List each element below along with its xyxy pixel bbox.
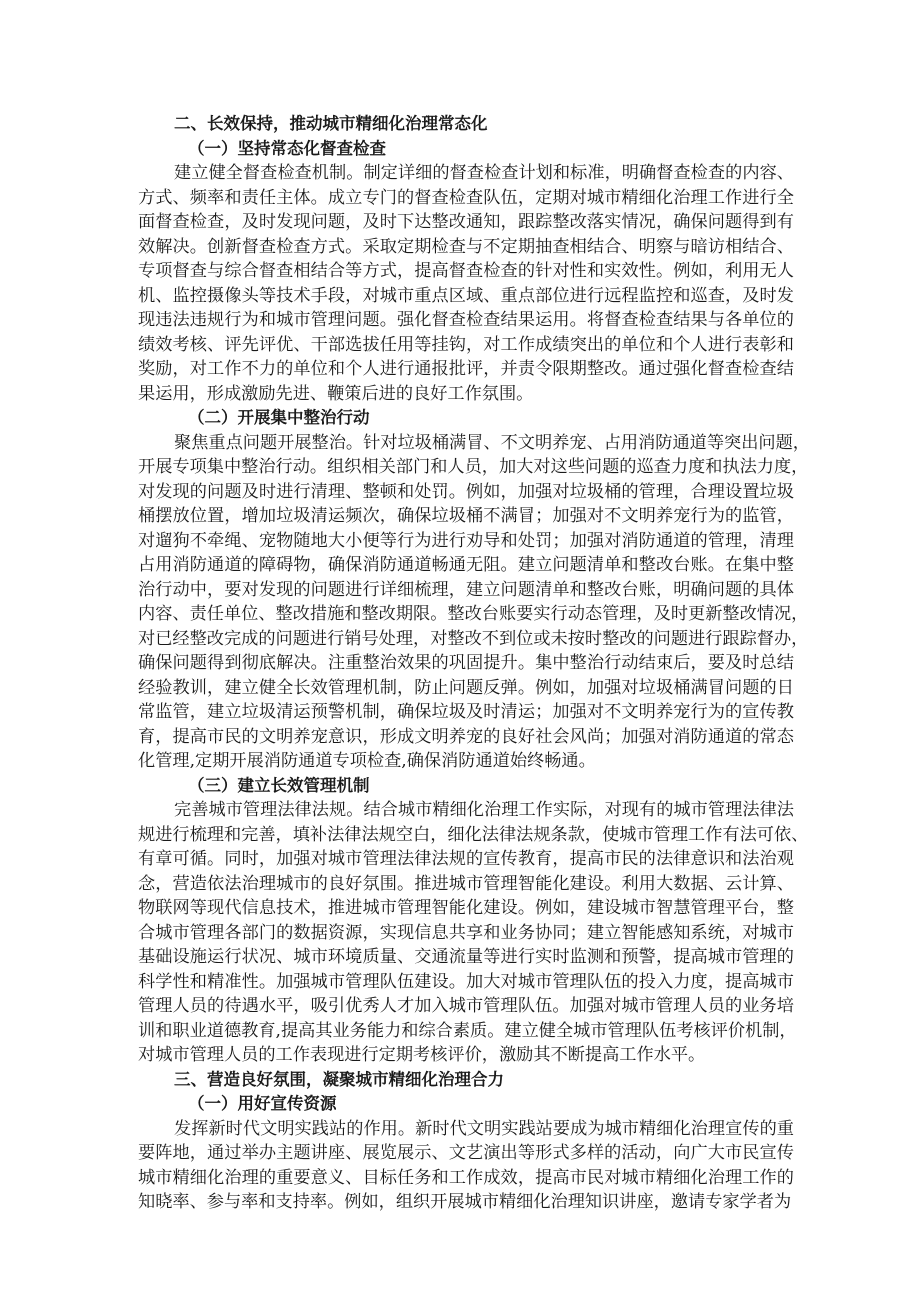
paragraph-line: 城市精细化治理的重要意义、目标任务和工作成效，提高市民对城市精细化治理工作的 (138, 1167, 794, 1188)
paragraph-line: 化管理,定期开展消防通道专项检查,确保消防通道始终畅通。 (138, 751, 596, 771)
paragraph-line: 机、监控摄像头等技术手段，对城市重点区域、重点部位进行远程监控和巡查，及时发 (138, 285, 794, 306)
paragraph-line: 管理人员的待遇水平，吸引优秀人才加入城市管理队伍。加强对城市管理人员的业务培 (138, 996, 794, 1016)
paragraph-line: 规进行梳理和完善，填补法律法规空白，细化法律法规条款，使城市管理工作有法可依、 (138, 824, 809, 845)
paragraph-line: 要阵地，通过举办主题讲座、展览展示、文艺演出等形式多样的活动，向广大市民宣传 (138, 1143, 794, 1163)
paragraph-line: 聚焦重点问题开展整治。针对垃圾桶满冒、不文明养宠、占用消防通道等突出问题， (174, 432, 810, 453)
paragraph-line: 绩效考核、评先评优、干部选拔任用等挂钩，对工作成绩突出的单位和个人进行表彰和 (138, 334, 794, 355)
paragraph-line: 奖励，对工作不力的单位和个人进行通报批评，并责令限期整改。通过强化督查检查结 (138, 359, 794, 379)
subsection-heading-1: （一）坚持常态化督查检查 (188, 138, 386, 158)
paragraph-publicity (138, 1117, 794, 1215)
paragraph-line: 合城市管理各部门的数据资源，实现信息共享和业务协同；建立智能感知系统，对城市 (138, 922, 794, 943)
paragraph-line: 面督查检查，及时发现问题，及时下达整改通知，跟踪整改落实情况，确保问题得到有 (138, 212, 794, 232)
paragraph-line: 发挥新时代文明实践站的作用。新时代文明实践站要成为城市精细化治理宣传的重 (174, 1118, 794, 1139)
paragraph-line: 对遛狗不牵绳、宠物随地大小便等行为进行劝导和处罚；加强对消防通道的管理，清理 (138, 530, 794, 551)
paragraph-line: 果运用，形成激励先进、鞭策后进的良好工作氛围。 (138, 383, 534, 404)
paragraph-line: 内容、责任单位、整改措施和整改期限。整改台账要实行动态管理，及时更新整改情况， (138, 604, 809, 624)
paragraph-line: 建立健全督查检查机制。制定详细的督查检查计划和标准，明确督查检查的内容、 (174, 163, 794, 183)
paragraph-line: 科学性和精准性。加强城市管理队伍建设。加大对城市管理队伍的投入力度，提高城市 (138, 971, 794, 992)
paragraph-line: 开展专项集中整治行动。组织相关部门和人员，加大对这些问题的巡查力度和执法力度， (138, 457, 809, 477)
paragraph-line: 对城市管理人员的工作表现进行定期考核评价，激励其不断提高工作水平。 (138, 1045, 706, 1065)
paragraph-line: 效解决。创新督查检查方式。采取定期检查与不定期抽查相结合、明察与暗访相结合、 (138, 236, 794, 257)
paragraph-line: 完善城市管理法律法规。结合城市精细化治理工作实际，对现有的城市管理法律法 (174, 800, 794, 820)
paragraph-line: 常监管，建立垃圾清运预警机制，确保垃圾及时清运；加强对不文明养宠行为的宣传教 (138, 702, 794, 722)
paragraph-rectification (138, 431, 810, 774)
paragraph-line: 育，提高市民的文明养宠意识，形成文明养宠的良好社会风尚；加强对消防通道的常态 (138, 726, 794, 747)
document-page (138, 112, 810, 1215)
subsection-heading-2: （二）开展集中整治行动 (188, 408, 370, 427)
paragraph-long-term-mechanism (138, 798, 809, 1068)
paragraph-line: 方式、频率和责任主体。成立专门的督查检查队伍，定期对城市精细化治理工作进行全 (138, 187, 794, 208)
paragraph-line: 确保问题得到彻底解决。注重整治效果的巩固提升。集中整治行动结束后，要及时总结 (138, 653, 794, 673)
paragraph-line: 训和职业道德教育,提高其业务能力和综合素质。建立健全城市管理队伍考核评价机制， (138, 1020, 797, 1041)
subsection-heading-4: （一）用好宣传资源 (188, 1094, 337, 1113)
section-heading-2: 二、长效保持，推动城市精细化治理常态化 (174, 114, 488, 133)
paragraph-line: 对发现的问题及时进行清理、整顿和处罚。例如，加强对垃圾桶的管理，合理设置垃圾 (138, 481, 794, 502)
paragraph-line: 专项督查与综合督查相结合等方式，提高督查检查的针对性和实效性。例如，利用无人 (138, 261, 794, 281)
section-heading-3: 三、营造良好氛围，凝聚城市精细化治理合力 (174, 1069, 504, 1089)
paragraph-line: 现违法违规行为和城市管理问题。强化督查检查结果运用。将督查检查结果与各单位的 (138, 310, 794, 330)
paragraph-line: 经验教训，建立健全长效管理机制，防止问题反弹。例如，加强对垃圾桶满冒问题的日 (138, 677, 794, 698)
paragraph-line: 基础设施运行状况、城市环境质量、交通流量等进行实时监测和预警，提高城市管理的 (138, 947, 794, 967)
paragraph-supervision (138, 161, 794, 406)
paragraph-line: 物联网等现代信息技术，推进城市管理智能化建设。例如，建设城市智慧管理平台，整 (138, 898, 794, 918)
paragraph-line: 念，营造依法治理城市的良好氛围。推进城市管理智能化建设。利用大数据、云计算、 (138, 873, 794, 894)
paragraph-line: 占用消防通道的障碍物，确保消防通道畅通无阻。建立问题清单和整改台账。在集中整 (138, 555, 794, 575)
paragraph-line: 知晓率、参与率和支持率。例如，组织开展城市精细化治理知识讲座，邀请专家学者为 (138, 1192, 792, 1212)
paragraph-line: 桶摆放位置，增加垃圾清运频次，确保垃圾桶不满冒；加强对不文明养宠行为的监管， (138, 506, 794, 526)
paragraph-line: 有章可循。同时，加强对城市管理法律法规的宣传教育，提高市民的法律意识和法治观 (138, 849, 794, 869)
paragraph-line: 对已经整改完成的问题进行销号处理，对整改不到位或未按时整改的问题进行跟踪督办， (138, 628, 809, 649)
paragraph-line: 治行动中，要对发现的问题进行详细梳理，建立问题清单和整改台账，明确问题的具体 (138, 579, 794, 600)
subsection-heading-3: （三）建立长效管理机制 (188, 775, 370, 795)
